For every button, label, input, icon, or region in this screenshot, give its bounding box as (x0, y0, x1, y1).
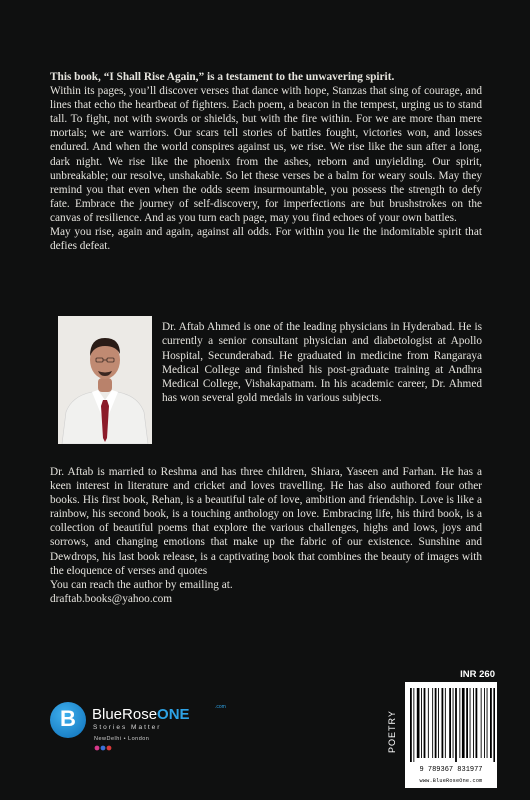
barcode-bar (417, 688, 420, 758)
publisher-tagline: Stories Matter (93, 724, 162, 731)
barcode-bar (413, 688, 414, 762)
barcode-bar (470, 688, 471, 758)
blurb-closing: May you rise, again and again, against all odds. For within you lie the indomitable spirit that defies defeat. (50, 226, 482, 253)
barcode-bar (466, 688, 468, 758)
isbn-barcode-icon (407, 686, 495, 764)
publisher-locations: NewDelhi • London (94, 736, 150, 742)
publisher-name (92, 706, 190, 723)
author-bio-long (50, 465, 482, 606)
barcode-bar (435, 688, 437, 758)
barcode-bar (459, 688, 460, 758)
barcode-bar (493, 688, 495, 762)
barcode-bar (424, 688, 426, 758)
author-photo (58, 316, 152, 444)
barcode-bar (432, 688, 433, 758)
barcode-bar (410, 688, 412, 762)
publisher-logo (50, 702, 250, 762)
price-label: INR 260 (460, 669, 495, 680)
bluerose-badge-icon (50, 702, 86, 738)
author-bio-short: Dr. Aftab Ahmed is one of the leading physicians in Hyderabad. He is currently a senior consultant physician and diabetologist at Apollo Hospital, Secunderabad. He graduated in medicine from Rangaraya Medical College and finished his post-graduate training at Andhra Medical College, Vishakapatnam. In his academic career, Dr. Ahmed has won several gold medals in various subjects. (162, 321, 482, 405)
barcode-panel (405, 682, 497, 788)
barcode-bar (476, 688, 478, 758)
publisher-name-part2: ONE (157, 706, 190, 723)
blurb-lead: This book, “I Shall Rise Again,” is a testament to the unwavering spirit. (50, 71, 395, 83)
barcode-bar (481, 688, 482, 758)
barcode-bar (438, 688, 439, 758)
barcode-bar (421, 688, 422, 758)
barcode-bar (453, 688, 454, 758)
author-contact-line: You can reach the author by emailing at. (50, 578, 233, 591)
barcode-bar (455, 688, 457, 762)
author-bio-text: Dr. Aftab is married to Reshma and has three children, Shiara, Yaseen and Farhan. He has a keen interest in literature and cricket and loves travelling. He has also authored four other books. His first book, Rehan, is a beautiful tale of love, ambition and friendship. Love is like a rainbow, his second book, is a touching anthology on love. Embracing life, his third book, is a collection of beautiful poems that explore the various challenges, highs and lows, joys and sorrows, and changing emotions that make up the fabric of our existence. Sunshine and Dewdrops, his last book release, is a captivating book that combines the beauty of images with the eloquence of verses and quotes (50, 466, 482, 577)
author-email: draftab.books@yahoo.com (50, 592, 173, 605)
barcode-bar (490, 688, 492, 758)
book-blurb (50, 70, 482, 253)
barcode-bar (487, 688, 488, 758)
barcode-bar (473, 688, 474, 758)
author-portrait-icon (58, 316, 152, 444)
barcode-bar (445, 688, 446, 758)
social-media-icons (94, 745, 116, 751)
barcode-bar (428, 688, 429, 758)
publisher-website: www.BlueRoseOne.com (419, 778, 483, 784)
blurb-body: Within its pages, you’ll discover verses that dance with hope, Stanzas that sing of courage, and lines that echo the heartbeat of fighters. Each poem, a beacon in the tempest, urging us to stand tall. To fight, not with swords or shields, but with the fire within. For we are more than mere mortals; we are warriors. Our scars tell stories of battles fought, victories won, and losses endured. And when the world conspires against us, we rise. We rise like the sun after a long, dark night. We rise like the phoenix from the ashes, reborn and unyielding. Our spirit, unbreakable; our resolve, unshakable. So let these verses be a balm for weary souls. May they remind you that even when the odds seem insurmountable, you possess the strength to defy fate. Embrace the journey of self-discovery, for imperfections are but brushstrokes on the canvas of resilience. And as you turn each page, may you find echoes of your own battles. (50, 85, 482, 224)
genre-label: POETRY (387, 710, 397, 753)
barcode-bar (462, 688, 465, 758)
barcode-bar (484, 688, 485, 758)
publisher-dotcom: .com (215, 704, 226, 710)
barcode-bar (449, 688, 451, 758)
badge-letter: B (60, 706, 76, 731)
publisher-name-part1: BlueRose (92, 706, 158, 723)
barcode-bar (442, 688, 444, 758)
isbn-number: 9 789367 831977 (419, 766, 483, 774)
